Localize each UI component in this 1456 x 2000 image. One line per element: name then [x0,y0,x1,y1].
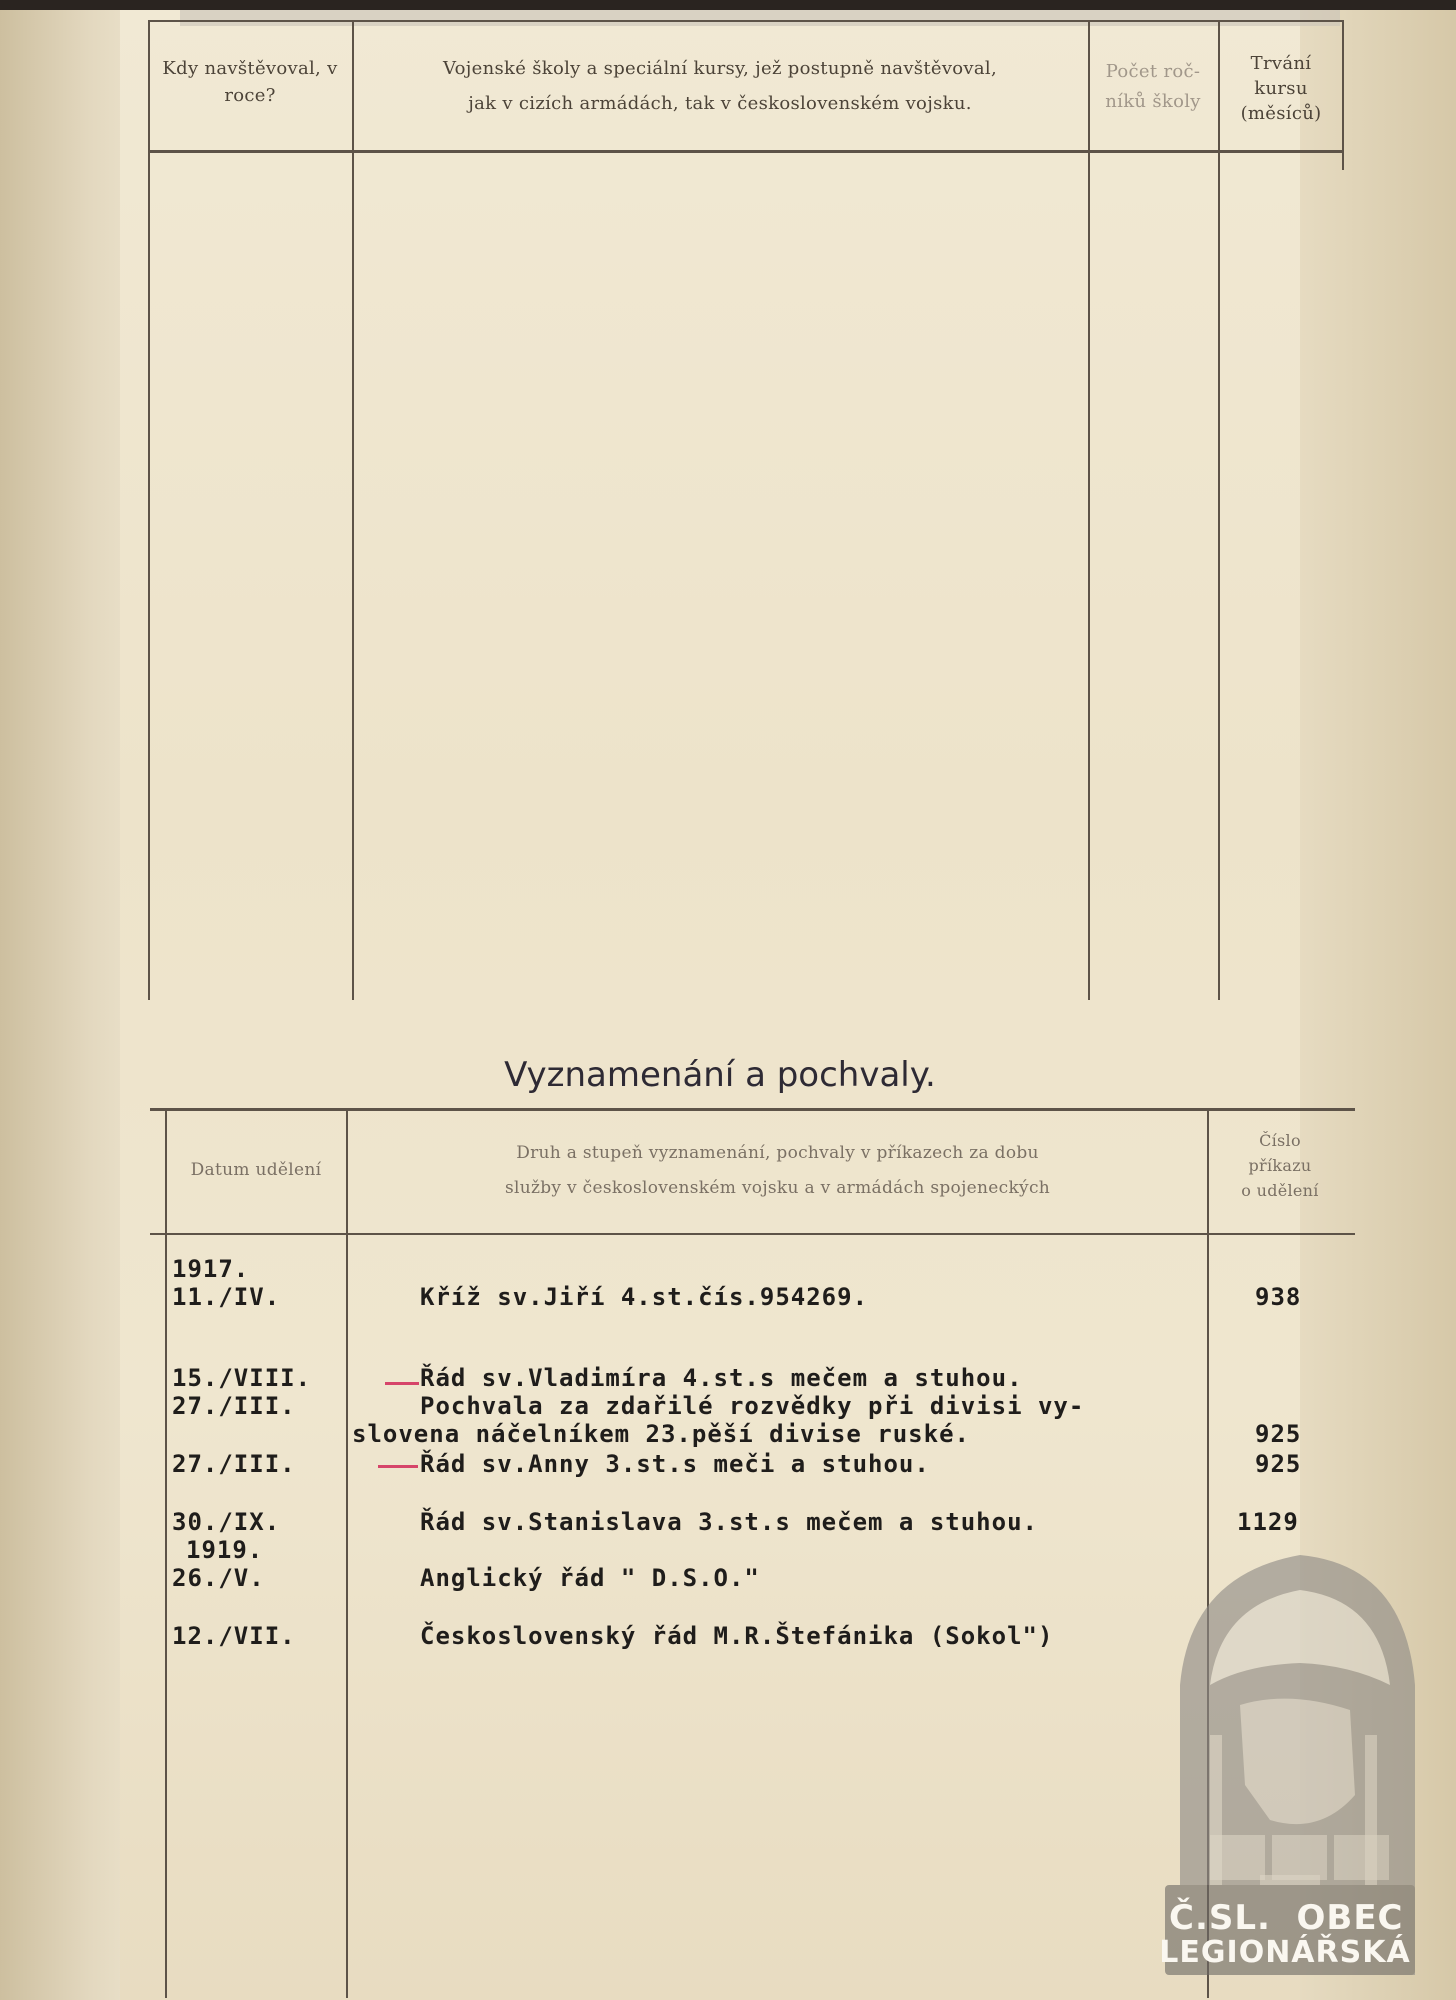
scan-top-border [0,0,1456,10]
award-order-number: 925 [1255,1420,1302,1448]
award-date: 26./V. [172,1564,265,1592]
watermark-text-legionarska: LEGIONÁŘSKÁ [1159,1935,1411,1970]
award-order-number: 1129 [1237,1508,1299,1536]
award-date: 27./III. [172,1392,296,1420]
schools-col-course-header-2: jak v cizích armádách, tak v československém vojsku. [468,93,972,114]
awards-col-kind-header-2: služby v československém vojsku a v armádách spojeneckých [504,1178,1051,1198]
awards-col-order-header-1: Číslo [1259,1131,1301,1150]
award-date: 30./IX. [172,1508,281,1536]
award-date: 27./III. [172,1450,296,1478]
schools-col-course-header-1: Vojenské školy a speciální kursy, jež postupně navštěvoval, [442,58,998,79]
award-text: Řád sv.Anny 3.st.s meči a stuhou. [420,1450,930,1478]
award-text: Řád sv.Vladimíra 4.st.s mečem a stuhou. [420,1364,1023,1392]
award-date: 15./VIII. [172,1364,312,1392]
awards-section-title: Vyznamenání a pochvaly. [504,1055,936,1095]
award-text: Anglický řád " D.S.O." [420,1564,760,1592]
award-text: Pochvala za zdařilé rozvědky při divisi vy- [420,1392,1085,1420]
schools-col-duration-header-2: kursu [1254,78,1308,99]
award-text: slovena náčelníkem 23.pěší divise ruské. [352,1420,970,1448]
scan-tape-strip [180,10,1340,26]
award-text: Československý řád M.R.Štefánika (Sokol") [420,1622,1054,1650]
red-pencil-mark [378,1465,418,1468]
award-text: Kříž sv.Jiří 4.st.čís.954269. [420,1283,869,1311]
award-order-number: 925 [1255,1450,1302,1478]
awards-col-order-header-3: o udělení [1241,1181,1319,1200]
award-date: 1919. [186,1536,264,1564]
awards-col-date-header: Datum udělení [190,1160,322,1180]
schools-col-years-header-1: Počet roč- [1105,61,1201,82]
award-date: 1917. [172,1255,250,1283]
award-date: 12./VII. [172,1622,296,1650]
schools-col-years-header-2: níků školy [1105,91,1201,112]
awards-col-order-header-2: příkazu [1248,1156,1312,1175]
award-date: 11./IV. [172,1283,281,1311]
awards-col-kind-header-1: Druh a stupeň vyznamenání, pochvaly v příkazech za dobu [516,1143,1039,1163]
schools-col-duration-header-3: (měsíců) [1240,103,1322,124]
schools-col-duration-header-1: Trvání [1250,53,1312,74]
watermark-text-obec: OBEC [1296,1898,1404,1938]
award-order-number: 938 [1255,1283,1302,1311]
legion-watermark-logo [1150,1535,1420,1975]
watermark-text-csl: Č.SL. [1169,1898,1271,1938]
schools-col-year-header: Kdy navštěvoval, v roce? [162,58,338,106]
red-pencil-mark [385,1382,419,1385]
award-text: Řád sv.Stanislava 3.st.s mečem a stuhou. [420,1508,1038,1536]
